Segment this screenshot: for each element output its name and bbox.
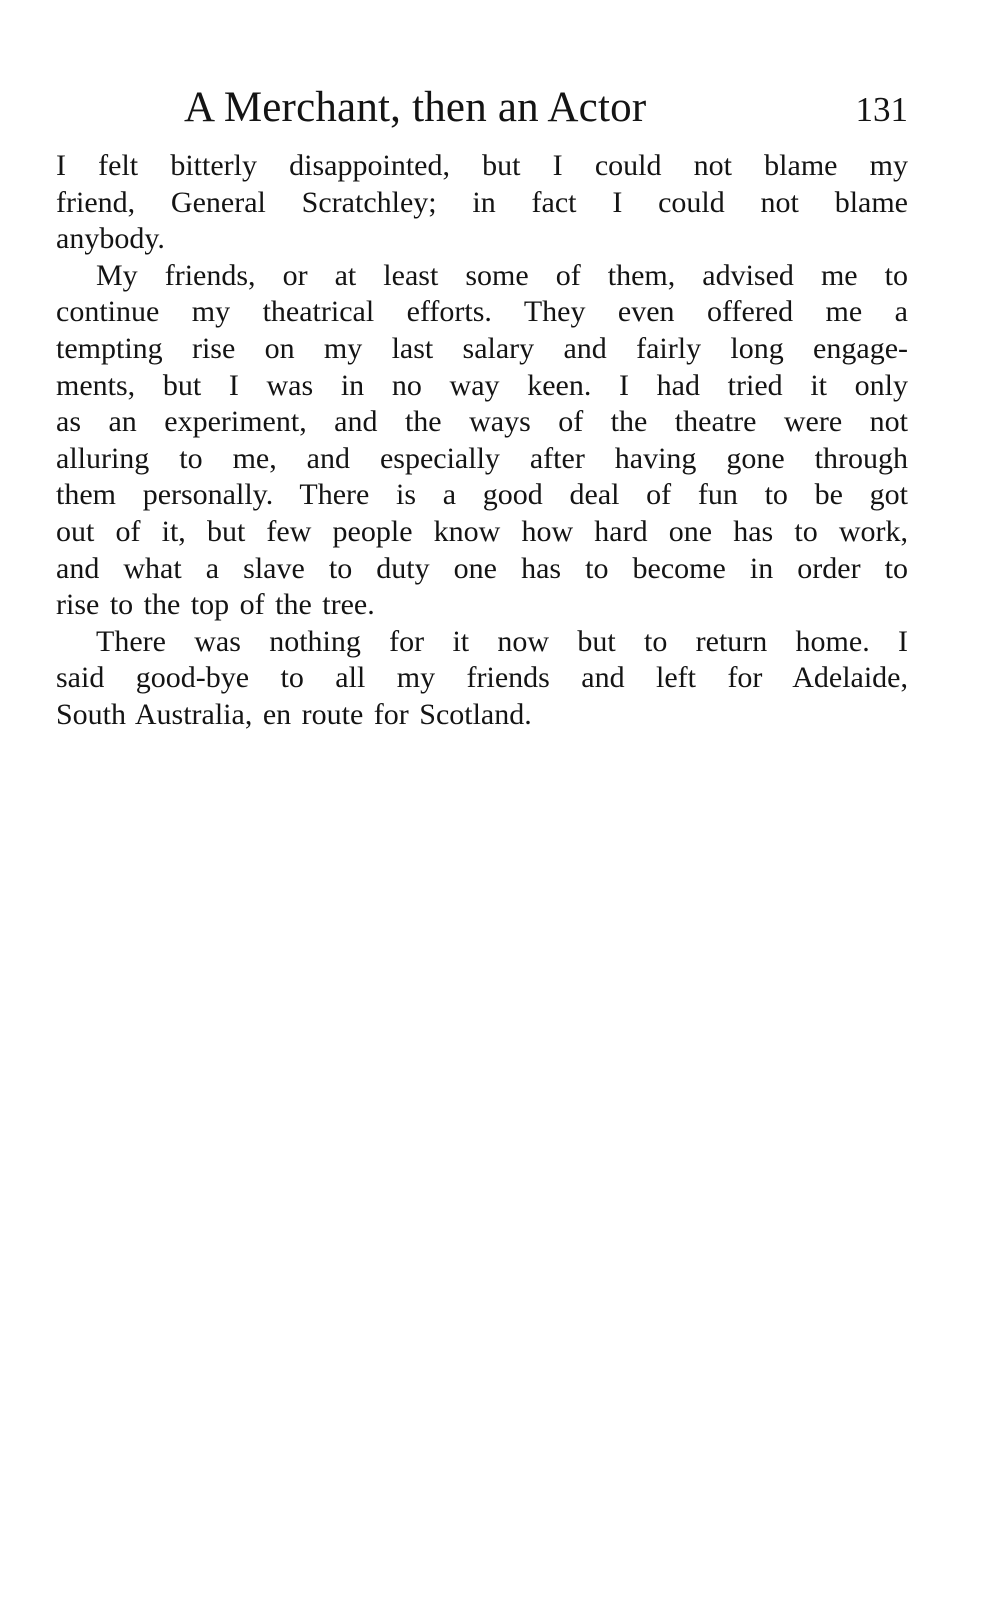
text-line: alluring to me, and especially after having gone through — [56, 441, 908, 475]
text-line: tempting rise on my last salary and fairly long engage- — [56, 331, 908, 365]
text-line: South Australia, en route for Scotland. — [56, 697, 532, 731]
text-line: I felt bitterly disappointed, but I could not blame my — [56, 149, 908, 182]
text-line: them personally. There is a good deal of fun to be got — [56, 478, 908, 512]
text-line: My friends, or at least some of them, advised me to — [96, 258, 908, 292]
text-line: ments, but I was in no way keen. I had tried it only — [56, 368, 908, 402]
page-number: 131 — [855, 90, 908, 129]
text-line: as an experiment, and the ways of the theatre were not — [56, 405, 908, 439]
text-line: out of it, but few people know how hard one has to work, — [56, 514, 908, 548]
text-line: rise to the top of the tree. — [56, 588, 375, 622]
text-line: anybody. — [56, 222, 165, 256]
paragraph-1 — [56, 148, 908, 258]
body-text — [56, 148, 908, 734]
text-line: There was nothing for it now but to return home. I — [96, 624, 908, 658]
paragraph-3 — [56, 624, 908, 734]
paragraph-2 — [56, 258, 908, 624]
text-line: continue my theatrical efforts. They even offered me a — [56, 295, 908, 329]
running-title: A Merchant, then an Actor — [184, 84, 647, 131]
text-line: friend, General Scratchley; in fact I could not blame — [56, 185, 908, 219]
text-line: and what a slave to duty one has to become in order to — [56, 551, 908, 585]
running-head — [56, 78, 908, 138]
text-line: said good-bye to all my friends and left for Adelaide, — [56, 661, 908, 695]
